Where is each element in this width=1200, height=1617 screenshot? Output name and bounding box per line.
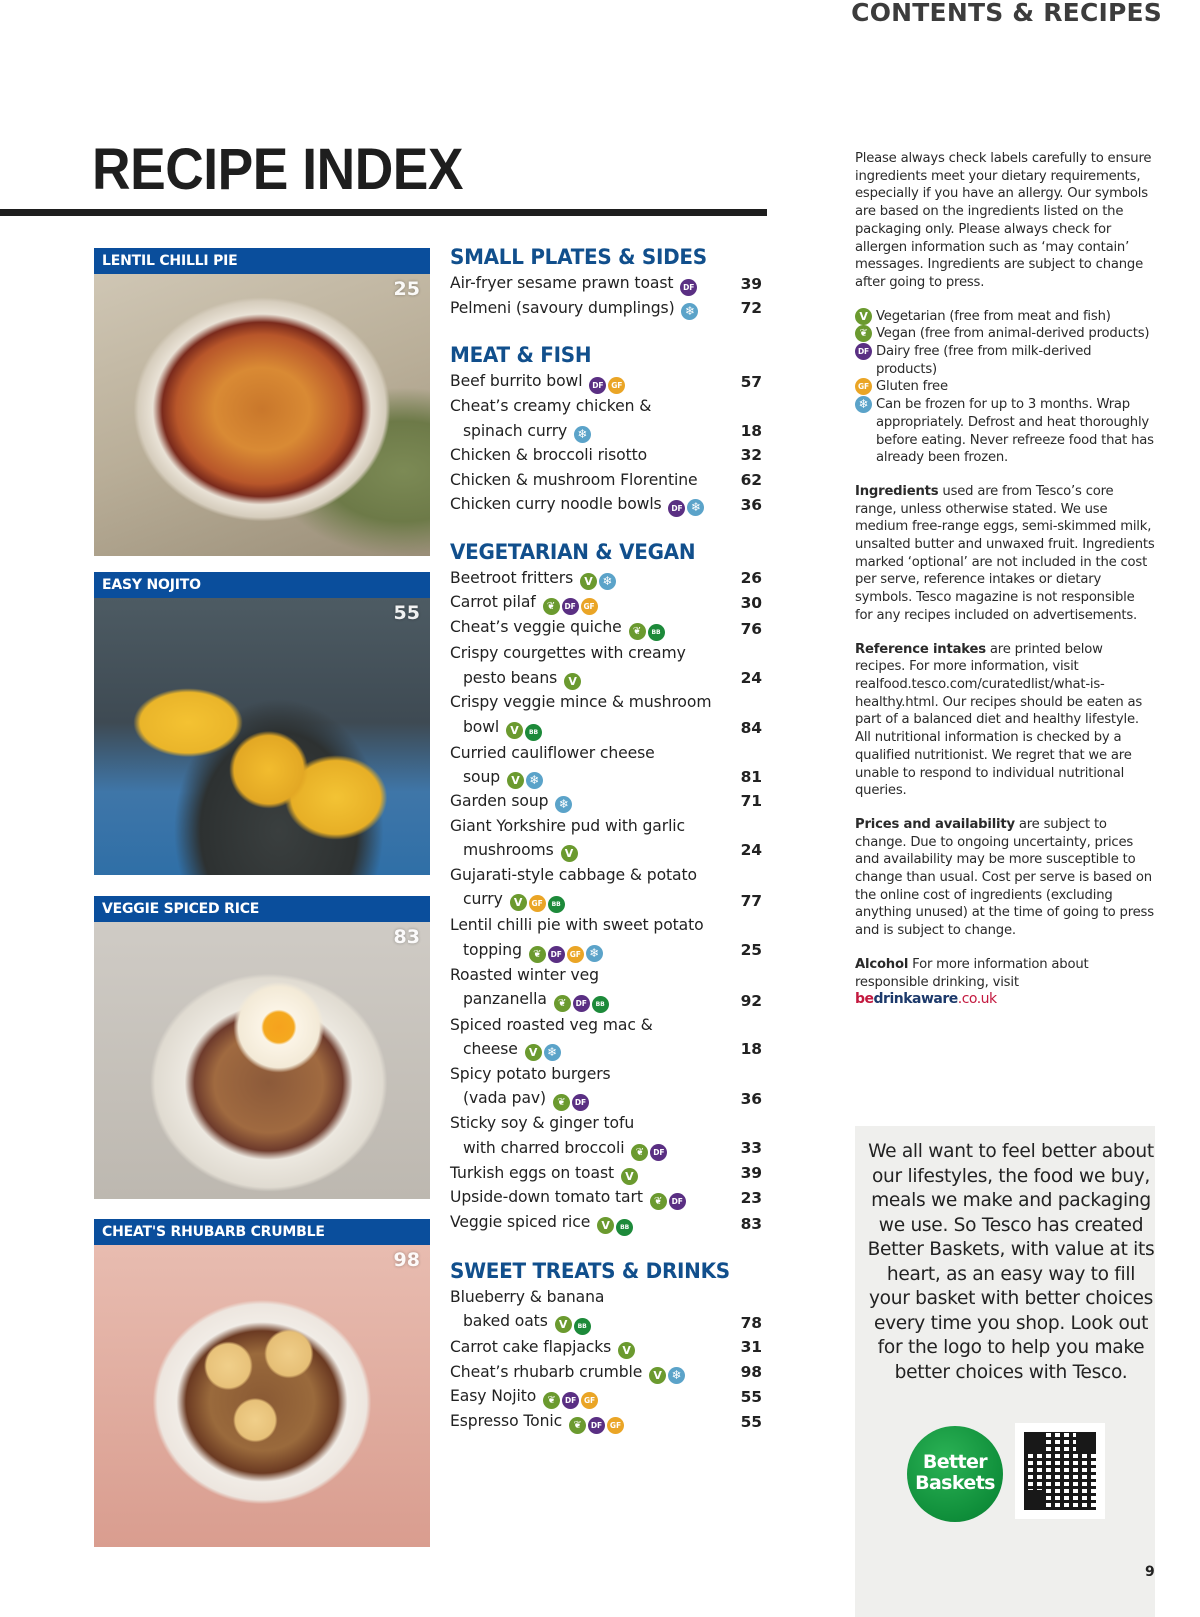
photo-label: EASY NOJITO bbox=[94, 572, 430, 598]
food-photo bbox=[94, 274, 430, 556]
dairy-free-icon: DF bbox=[562, 598, 579, 615]
drinkaware-be: be bbox=[855, 991, 874, 1008]
recipe-page-number: 30 bbox=[740, 594, 762, 613]
recipe-name-cont bbox=[450, 987, 722, 1013]
recipe-name-line2: (vada pav) bbox=[463, 1089, 547, 1108]
category-title: MEAT & FISH bbox=[450, 343, 592, 368]
recipe-entry[interactable] bbox=[450, 1409, 762, 1434]
recipe-entry[interactable] bbox=[450, 468, 762, 492]
vegetarian-icon: V bbox=[618, 1342, 635, 1359]
recipe-entry[interactable] bbox=[450, 271, 762, 296]
gluten-free-icon: GF bbox=[608, 377, 625, 394]
qr-code[interactable] bbox=[1015, 1423, 1105, 1519]
vegan-icon: ❦ bbox=[543, 1392, 560, 1409]
category-section bbox=[450, 342, 762, 517]
vegan-icon: ❦ bbox=[543, 598, 560, 615]
vegetarian-icon: V bbox=[507, 772, 524, 789]
drinkaware-tld: .co.uk bbox=[957, 991, 997, 1008]
recipe-entry[interactable] bbox=[450, 369, 762, 394]
recipe-name-cont bbox=[450, 419, 722, 443]
recipe-name: Air-fryer sesame prawn toast bbox=[450, 274, 674, 292]
vegetarian-icon: V bbox=[597, 1217, 614, 1234]
better-baskets-icon: BB bbox=[616, 1219, 633, 1236]
recipe-page-number: 72 bbox=[740, 299, 762, 317]
category-section bbox=[450, 244, 762, 320]
vegan-icon: ❦ bbox=[553, 1094, 570, 1111]
recipe-page-number: 84 bbox=[740, 719, 762, 738]
legend-text: Can be frozen for up to 3 months. Wrap appropriately. Defrost and heat thoroughly before eating. Never refreeze food that has already been frozen. bbox=[876, 397, 1154, 466]
dairy-free-icon: DF bbox=[572, 1094, 589, 1111]
prices-heading: Prices and availability bbox=[855, 816, 1015, 832]
recipe-name-line2: topping bbox=[463, 940, 522, 959]
reference-intakes-text: are printed below recipes. For more information, visit realfood.tesco.com/curatedlist/what-is-healthy.html. Our recipes should be eaten as part of a balanced diet and healthy lifestyle. All nutritional information is checked by a qualified nutritionist. We regret that we are unable to respond to individual nutritional queries. bbox=[855, 641, 1143, 799]
vegan-icon: ❦ bbox=[554, 995, 571, 1012]
vegan-icon: ❦ bbox=[855, 325, 872, 342]
recipe-entry[interactable] bbox=[450, 741, 762, 790]
dairy-free-icon: DF bbox=[562, 1392, 579, 1409]
vegetarian-icon: V bbox=[561, 845, 578, 862]
better-baskets-icon: BB bbox=[648, 624, 665, 641]
photo-page-number: 25 bbox=[393, 278, 420, 300]
recipe-name-cont bbox=[450, 1086, 722, 1111]
recipe-name-line2: panzanella bbox=[463, 989, 547, 1008]
photo-label: CHEAT'S RHUBARB CRUMBLE bbox=[94, 1219, 430, 1245]
recipe-page-number: 98 bbox=[740, 1362, 762, 1381]
recipe-page-number: 55 bbox=[740, 1387, 762, 1406]
recipe-name-cont bbox=[450, 1037, 722, 1061]
recipe-page-number: 62 bbox=[740, 470, 762, 489]
freezable-icon: ❄ bbox=[681, 303, 698, 320]
recipe-name: Curried cauliflower cheese bbox=[450, 743, 655, 762]
gluten-free-icon: GF bbox=[567, 946, 584, 963]
recipe-name-line2: baked oats bbox=[463, 1312, 548, 1331]
category-title: SWEET TREATS & DRINKS bbox=[450, 1258, 730, 1283]
ingredients-text: used are from Tesco’s core range, unless otherwise stated. We use medium free-range eggs, semi-skimmed milk, unsalted butter and unwaxed fruit. Ingredients marked ‘optional’ are not included in the cost per serve, reference intakes or dietary symbols. Tesco magazine is not responsible for any recipes included on advertisements. bbox=[855, 483, 1155, 623]
better-baskets-logo bbox=[907, 1426, 1003, 1522]
recipe-name-cont bbox=[450, 938, 722, 963]
prices-note bbox=[855, 816, 1155, 940]
alcohol-note bbox=[855, 956, 1155, 991]
recipe-entry[interactable] bbox=[450, 863, 762, 913]
better-baskets-icon: BB bbox=[592, 996, 609, 1013]
photo-card-veggie-spiced-rice[interactable] bbox=[94, 896, 430, 1199]
dairy-free-icon: DF bbox=[588, 1417, 605, 1434]
recipe-name: Easy Nojito bbox=[450, 1387, 537, 1406]
recipe-name-line2: bowl bbox=[463, 717, 500, 736]
recipe-page-number: 31 bbox=[740, 1338, 762, 1357]
recipe-name-line2: with charred broccoli bbox=[463, 1138, 625, 1157]
recipe-page-number: 81 bbox=[740, 768, 762, 787]
drinkaware-link[interactable] bbox=[855, 991, 1155, 1009]
recipe-page-number: 39 bbox=[740, 1163, 762, 1182]
gluten-free-icon: GF bbox=[855, 378, 872, 395]
food-photo bbox=[94, 922, 430, 1199]
vegan-icon: ❦ bbox=[569, 1417, 586, 1434]
recipe-page-number: 76 bbox=[740, 620, 762, 639]
recipe-page-number: 83 bbox=[740, 1214, 762, 1233]
recipe-entry[interactable] bbox=[450, 1185, 762, 1210]
recipe-page-number: 36 bbox=[740, 1089, 762, 1108]
legend-text: Gluten free bbox=[876, 379, 948, 395]
recipe-entry[interactable] bbox=[450, 789, 762, 813]
better-baskets-icon: BB bbox=[525, 724, 542, 741]
recipe-entry[interactable] bbox=[450, 1335, 762, 1359]
vegetarian-icon: V bbox=[621, 1168, 638, 1185]
logo-line-2: Baskets bbox=[915, 1472, 995, 1494]
food-photo bbox=[94, 1245, 430, 1547]
freezable-icon: ❄ bbox=[526, 772, 543, 789]
gluten-free-icon: GF bbox=[581, 1392, 598, 1409]
dairy-free-icon: DF bbox=[548, 946, 565, 963]
photo-page-number: 98 bbox=[393, 1249, 420, 1271]
recipe-name-line2: mushrooms bbox=[463, 841, 554, 860]
vegetarian-icon: V bbox=[510, 894, 527, 911]
alcohol-heading: Alcohol bbox=[855, 956, 909, 972]
recipe-name: Crispy courgettes with creamy bbox=[450, 644, 686, 663]
recipe-name: Roasted winter veg bbox=[450, 965, 599, 984]
recipe-name-line2: curry bbox=[463, 890, 503, 909]
vegetarian-icon: V bbox=[564, 673, 581, 690]
freezable-icon: ❄ bbox=[668, 1367, 685, 1384]
legend-item bbox=[855, 343, 1155, 378]
freezable-icon: ❄ bbox=[544, 1044, 561, 1061]
freezable-icon: ❄ bbox=[687, 499, 704, 516]
recipe-page-number: 92 bbox=[740, 991, 762, 1010]
recipe-page-number: 32 bbox=[740, 446, 762, 465]
recipe-page-number: 36 bbox=[740, 495, 762, 514]
recipe-name: Chicken & broccoli risotto bbox=[450, 446, 648, 465]
dairy-free-icon: DF bbox=[650, 1144, 667, 1161]
vegetarian-icon: V bbox=[649, 1367, 666, 1384]
recipe-entry[interactable] bbox=[450, 394, 762, 443]
freezable-icon: ❄ bbox=[586, 945, 603, 962]
alcohol-text: For more information about responsible drinking, visit bbox=[855, 956, 1089, 990]
recipe-page-number: 55 bbox=[740, 1412, 762, 1431]
recipe-name: Cheat’s veggie quiche bbox=[450, 618, 622, 637]
vegetarian-icon: V bbox=[525, 1044, 542, 1061]
recipe-page-number: 77 bbox=[740, 891, 762, 910]
recipe-name: Carrot cake flapjacks bbox=[450, 1338, 612, 1357]
recipe-entry[interactable] bbox=[450, 1285, 762, 1335]
recipe-name-cont bbox=[450, 715, 722, 741]
recipe-name: Lentil chilli pie with sweet potato bbox=[450, 916, 704, 935]
recipe-name-line2: spinach curry bbox=[463, 421, 568, 440]
qr-code-icon bbox=[1024, 1432, 1096, 1510]
recipe-name-cont bbox=[450, 1309, 722, 1335]
legend-item bbox=[855, 396, 1155, 467]
recipe-name: Garden soup bbox=[450, 792, 549, 811]
better-baskets-text: We all want to feel better about our lifestyles, the food we buy, meals we make and packaging we use. So Tesco has created Better Baskets, with value at its heart, as an easy way to fill your basket with better choices every time you shop. Look out for the logo to help you make better choices with Tesco. bbox=[867, 1141, 1155, 1383]
recipe-page-number: 26 bbox=[740, 569, 762, 588]
recipe-entry[interactable] bbox=[450, 1161, 762, 1185]
vegan-icon: ❦ bbox=[629, 623, 646, 640]
photo-page-number: 83 bbox=[393, 926, 420, 948]
category-section bbox=[450, 539, 762, 1236]
recipe-page-number: 78 bbox=[740, 1313, 762, 1332]
recipe-page-number: 18 bbox=[740, 421, 762, 440]
recipe-name: Carrot pilaf bbox=[450, 593, 536, 612]
vegan-icon: ❦ bbox=[529, 946, 546, 963]
dairy-free-icon: DF bbox=[573, 995, 590, 1012]
recipe-name-line2: soup bbox=[463, 768, 501, 787]
reference-intakes-note bbox=[855, 641, 1155, 800]
symbol-legend bbox=[855, 308, 1155, 467]
recipe-name-cont bbox=[450, 838, 722, 862]
reference-intakes-heading: Reference intakes bbox=[855, 641, 986, 657]
recipe-name: Veggie spiced rice bbox=[450, 1212, 591, 1231]
vegetarian-icon: V bbox=[580, 573, 597, 590]
dairy-free-icon: DF bbox=[669, 1193, 686, 1210]
recipe-name: Pelmeni (savoury dumplings) bbox=[450, 299, 675, 317]
recipe-entry[interactable] bbox=[450, 641, 762, 690]
better-baskets-icon: BB bbox=[574, 1318, 591, 1335]
recipe-page-number: 24 bbox=[740, 841, 762, 860]
page-title: RECIPE INDEX bbox=[92, 137, 464, 202]
recipe-entry[interactable] bbox=[450, 296, 762, 320]
category-title: SMALL PLATES & SIDES bbox=[450, 245, 707, 269]
recipe-name: Beetroot fritters bbox=[450, 569, 574, 588]
ingredients-heading: Ingredients bbox=[855, 483, 939, 499]
recipe-entry[interactable] bbox=[450, 690, 762, 740]
photo-card-cheats-rhubarb-crumble[interactable] bbox=[94, 1219, 430, 1547]
gluten-free-icon: GF bbox=[607, 1417, 624, 1434]
photo-page-number: 55 bbox=[393, 602, 420, 624]
recipe-name: Turkish eggs on toast bbox=[450, 1163, 614, 1182]
recipe-name: Cheat’s creamy chicken & bbox=[450, 397, 652, 416]
recipe-page-number: 25 bbox=[740, 941, 762, 960]
recipe-name-cont bbox=[450, 1136, 722, 1161]
freezable-icon: ❄ bbox=[574, 426, 591, 443]
recipe-page-number: 24 bbox=[740, 668, 762, 687]
recipe-name-line2: pesto beans bbox=[463, 668, 558, 687]
food-photo bbox=[94, 598, 430, 875]
recipe-name: Blueberry & banana bbox=[450, 1287, 605, 1306]
better-baskets-icon: BB bbox=[548, 896, 565, 913]
photo-card-lentil-chilli-pie[interactable] bbox=[94, 248, 430, 556]
logo-line-1: Better bbox=[922, 1451, 988, 1473]
recipe-entry[interactable] bbox=[450, 615, 762, 641]
vegetarian-icon: V bbox=[855, 308, 872, 325]
recipe-name: Espresso Tonic bbox=[450, 1412, 563, 1431]
section-tag: CONTENTS & RECIPES bbox=[851, 0, 1162, 27]
ingredients-note bbox=[855, 483, 1155, 625]
recipe-entry[interactable] bbox=[450, 566, 762, 590]
photo-label: LENTIL CHILLI PIE bbox=[94, 248, 430, 274]
legend-text: Vegan (free from animal-derived products) bbox=[876, 326, 1150, 342]
legend-item bbox=[855, 308, 1155, 326]
recipe-name: Spicy potato burgers bbox=[450, 1064, 611, 1083]
vegetarian-icon: V bbox=[506, 722, 523, 739]
recipe-name-cont bbox=[450, 765, 722, 789]
recipe-page-number: 57 bbox=[740, 373, 762, 391]
page-number: 9 bbox=[1145, 1564, 1155, 1580]
recipe-name: Gujarati-style cabbage & potato bbox=[450, 865, 697, 884]
recipe-name: Giant Yorkshire pud with garlic bbox=[450, 816, 686, 835]
recipe-name: Sticky soy & ginger tofu bbox=[450, 1114, 635, 1133]
gluten-free-icon: GF bbox=[581, 598, 598, 615]
recipe-entry[interactable] bbox=[450, 913, 762, 962]
vegan-icon: ❦ bbox=[650, 1193, 667, 1210]
recipe-entry[interactable] bbox=[450, 1360, 762, 1384]
dairy-free-icon: DF bbox=[680, 279, 697, 296]
recipe-index bbox=[450, 244, 762, 1456]
recipe-page-number: 18 bbox=[740, 1040, 762, 1059]
dairy-free-icon: DF bbox=[589, 377, 606, 394]
prices-text: are subject to change. Due to ongoing uncertainty, prices and availability may be more susceptible to change than usual. Cost per serve is based on the online cost of ingredients (excluding anything unused) at the time of going to press and is subject to change. bbox=[855, 816, 1154, 939]
gluten-free-icon: GF bbox=[529, 895, 546, 912]
freezable-icon: ❄ bbox=[599, 573, 616, 590]
dietary-disclaimer: Please always check labels carefully to ensure ingredients meet your dietary requirements, especially if you have an allergy. Our symbols are based on the ingredients listed on the packaging only. Please always check for allergen information such as ‘may contain’ messages. Ingredients are subject to change after going to press. bbox=[855, 151, 1152, 290]
category-title: VEGETARIAN & VEGAN bbox=[450, 540, 696, 565]
recipe-entry[interactable] bbox=[450, 1013, 762, 1062]
recipe-name-line2: cheese bbox=[463, 1040, 518, 1059]
recipe-entry[interactable] bbox=[450, 1384, 762, 1409]
recipe-name: Chicken curry noodle bowls bbox=[450, 495, 662, 514]
freezable-icon: ❄ bbox=[555, 796, 572, 813]
better-baskets-panel bbox=[855, 1126, 1155, 1617]
photo-card-easy-nojito[interactable] bbox=[94, 572, 430, 875]
recipe-name: Crispy veggie mince & mushroom bbox=[450, 693, 712, 712]
recipe-entry[interactable] bbox=[450, 1111, 762, 1160]
drinkaware-name: drinkaware bbox=[873, 991, 958, 1008]
legend-item bbox=[855, 378, 1155, 396]
dairy-free-icon: DF bbox=[855, 343, 872, 360]
photo-label: VEGGIE SPICED RICE bbox=[94, 896, 430, 922]
recipe-name: Spiced roasted veg mac & bbox=[450, 1015, 653, 1034]
recipe-name: Upside-down tomato tart bbox=[450, 1187, 643, 1206]
legend-item bbox=[855, 325, 1155, 343]
recipe-name: Beef burrito bowl bbox=[450, 372, 583, 391]
recipe-page-number: 33 bbox=[740, 1139, 762, 1158]
recipe-entry[interactable] bbox=[450, 443, 762, 467]
recipe-entry[interactable] bbox=[450, 1210, 762, 1236]
recipe-entry[interactable] bbox=[450, 1062, 762, 1111]
legend-text: Dairy free (free from milk-derived products) bbox=[876, 344, 1092, 377]
dairy-free-icon: DF bbox=[668, 500, 685, 517]
recipe-entry[interactable] bbox=[450, 814, 762, 863]
freezable-icon: ❄ bbox=[855, 396, 872, 413]
vegetarian-icon: V bbox=[555, 1316, 572, 1333]
recipe-name-cont bbox=[450, 666, 722, 690]
vegan-icon: ❦ bbox=[631, 1144, 648, 1161]
recipe-name-cont bbox=[450, 887, 722, 913]
recipe-page-number: 23 bbox=[740, 1188, 762, 1207]
recipe-entry[interactable] bbox=[450, 590, 762, 615]
recipe-page-number: 71 bbox=[740, 792, 762, 811]
recipe-entry[interactable] bbox=[450, 963, 762, 1013]
info-column bbox=[855, 150, 1155, 1009]
title-rule bbox=[0, 209, 767, 216]
category-section bbox=[450, 1258, 762, 1434]
recipe-entry[interactable] bbox=[450, 492, 762, 517]
legend-text: Vegetarian (free from meat and fish) bbox=[876, 308, 1111, 324]
recipe-name: Chicken & mushroom Florentine bbox=[450, 470, 698, 489]
recipe-page-number: 39 bbox=[740, 274, 762, 293]
recipe-name: Cheat’s rhubarb crumble bbox=[450, 1362, 643, 1381]
